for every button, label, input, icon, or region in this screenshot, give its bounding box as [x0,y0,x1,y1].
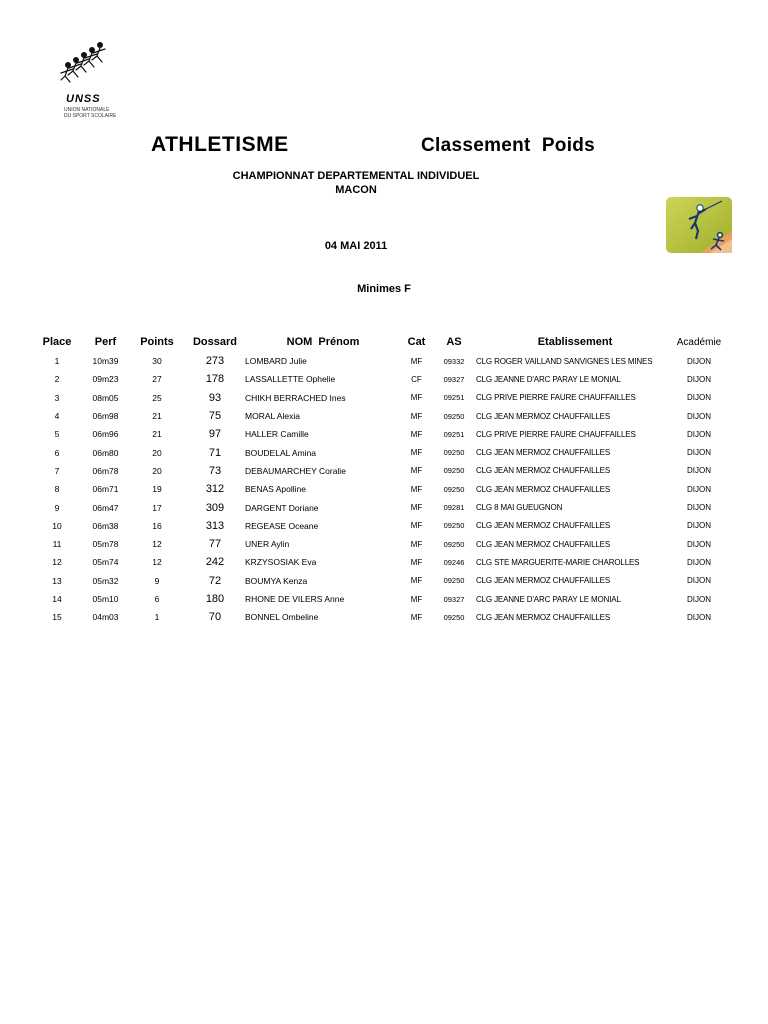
cell-academie: DIJON [687,539,711,549]
cell-cat: MF [410,356,423,366]
cell-dossard: 309 [205,501,225,514]
cell-name: LASSALLETTE Ophelie [245,374,336,385]
table-row [32,389,724,407]
cell-points: 16 [152,520,162,531]
cell-as: 09327 [443,594,465,604]
cell-place: 9 [54,502,60,513]
ranking-title: Classement Poids [421,135,596,156]
cell-as: 09250 [443,448,465,458]
cell-place: 15 [52,612,62,623]
cell-perf: 04m03 [92,612,119,623]
cell-perf: 06m96 [92,429,119,440]
cell-dossard: 242 [205,556,225,569]
table-row [32,443,724,461]
cell-academie: DIJON [687,448,711,458]
cell-as: 09281 [443,503,465,513]
cell-as: 09250 [443,612,465,622]
cell-etablissement: CLG JEAN MERMOZ CHAUFFAILLES [476,612,611,622]
cell-dossard: 72 [208,574,222,587]
cell-place: 8 [54,484,60,495]
cell-name: BOUDELAL Amina [245,447,317,458]
cell-academie: DIJON [687,429,711,439]
col-header-academie: Académie [676,337,722,348]
cell-place: 10 [52,520,62,531]
cell-place: 2 [54,374,60,385]
event-date: 04 MAI 2011 [324,240,388,252]
table-row [32,572,724,590]
cell-as: 09332 [443,356,465,366]
unss-logo [56,40,122,122]
col-header-etablissement: Etablissement [537,335,613,348]
cell-name: RHONE DE VILERS Anne [245,594,345,604]
championship-title: CHAMPIONNAT DEPARTEMENTAL INDIVIDUEL [232,170,480,182]
cell-as: 09251 [443,429,465,439]
athletics-thrower-icon [666,197,732,253]
cell-cat: MF [410,594,423,604]
col-header-perf: Perf [94,335,117,348]
cell-place: 3 [54,392,60,403]
cell-dossard: 97 [208,428,222,441]
table-body [32,352,724,626]
cell-dossard: 70 [208,611,222,624]
cell-academie: DIJON [687,484,711,494]
cell-as: 09327 [443,374,465,384]
cell-as: 09250 [443,539,465,549]
col-header-cat: Cat [407,335,426,348]
cell-cat: CF [411,374,422,384]
cell-perf: 06m47 [92,502,119,513]
cell-place: 7 [54,465,60,476]
table-row [32,608,724,626]
cell-etablissement: CLG JEAN MERMOZ CHAUFFAILLES [476,466,611,476]
cell-perf: 06m38 [92,520,119,531]
cell-cat: MF [410,411,423,421]
cell-as: 09250 [443,466,465,476]
table-row [32,462,724,480]
cell-place: 11 [52,539,62,550]
cell-cat: MF [410,466,423,476]
cell-points: 19 [152,484,162,495]
col-header-dossard: Dossard [192,335,238,348]
cell-dossard: 75 [208,410,222,423]
cell-place: 5 [54,429,60,440]
cell-place: 1 [54,356,60,367]
cell-dossard: 93 [208,391,222,404]
cell-as: 09250 [443,576,465,586]
cell-academie: DIJON [687,576,711,586]
cell-place: 6 [54,447,60,458]
cell-name: HALLER Camille [245,429,309,440]
cell-dossard: 312 [205,483,225,496]
location: MACON [335,184,377,196]
cell-perf: 06m80 [92,447,119,458]
cell-academie: DIJON [687,374,711,384]
cell-name: DARGENT Doriane [245,502,319,513]
table-row [32,498,724,516]
cell-perf: 10m39 [92,356,119,367]
cell-etablissement: CLG JEAN MERMOZ CHAUFFAILLES [476,576,611,586]
table-row [32,535,724,553]
cell-points: 30 [152,356,162,367]
cell-cat: MF [410,503,423,513]
cell-name: BENAS Apolline [245,484,306,495]
cell-cat: MF [410,557,423,567]
table-row [32,480,724,498]
cell-perf: 05m78 [92,539,119,550]
cell-academie: DIJON [687,411,711,421]
logo-subtitle-line2: DU SPORT SCOLAIRE [64,113,117,119]
cell-dossard: 71 [208,446,222,459]
cell-points: 21 [152,429,162,440]
cell-as: 09246 [443,557,465,567]
cell-academie: DIJON [687,466,711,476]
table-row [32,553,724,571]
table-row [32,370,724,388]
cell-name: DEBAUMARCHEY Coralie [245,465,346,476]
cell-points: 6 [154,594,160,604]
cell-etablissement: CLG JEAN MERMOZ CHAUFFAILLES [476,521,611,531]
cell-cat: MF [410,576,423,586]
cell-etablissement: CLG JEAN MERMOZ CHAUFFAILLES [476,484,611,494]
cell-name: UNER Aylin [245,539,290,550]
cell-perf: 05m32 [92,575,119,586]
cell-place: 12 [52,557,62,568]
col-header-name: NOM Prénom [286,335,360,348]
cell-dossard: 77 [208,538,222,551]
cell-etablissement: CLG 8 MAI GUEUGNON [476,503,563,513]
cell-place: 4 [54,411,60,422]
cell-points: 20 [152,447,162,458]
cell-points: 9 [154,575,160,586]
logo-subtitle-line1: UNION NATIONALE [64,107,110,113]
cell-perf: 06m71 [92,484,119,495]
cell-academie: DIJON [687,594,711,604]
cell-etablissement: CLG ROGER VAILLAND SANVIGNES LES MINES [476,356,653,366]
cell-name: KRZYSOSIAK Eva [245,557,317,568]
cell-name: CHIKH BERRACHED Ines [245,392,346,403]
cell-as: 09251 [443,393,465,403]
cell-cat: MF [410,539,423,549]
cell-points: 20 [152,465,162,476]
cell-etablissement: CLG JEANNE D'ARC PARAY LE MONIAL [476,374,621,384]
cell-cat: MF [410,448,423,458]
cell-name: MORAL Alexia [245,411,300,422]
table-row [32,425,724,443]
sport-title: ATHLETISME [151,133,289,156]
col-header-as: AS [446,335,462,348]
cell-etablissement: CLG STE MARGUERITE-MARIE CHAROLLES [476,557,640,567]
cell-points: 25 [152,392,162,403]
unss-runners-icon [56,40,122,92]
cell-perf: 08m05 [92,392,119,403]
cell-points: 1 [154,612,160,623]
cell-place: 14 [52,594,62,604]
cell-name: BONNEL Ombeline [245,612,319,623]
cell-academie: DIJON [687,612,711,622]
cell-name: LOMBARD Julie [245,356,307,367]
cell-cat: MF [410,393,423,403]
col-header-place: Place [42,335,72,348]
table-row [32,407,724,425]
cell-etablissement: CLG JEAN MERMOZ CHAUFFAILLES [476,448,611,458]
cell-etablissement: CLG JEAN MERMOZ CHAUFFAILLES [476,539,611,549]
cell-points: 17 [152,502,162,513]
cell-academie: DIJON [687,393,711,403]
cell-dossard: 180 [205,593,225,605]
table-row [32,352,724,370]
cell-etablissement: CLG JEAN MERMOZ CHAUFFAILLES [476,411,611,421]
cell-points: 12 [152,539,162,550]
cell-as: 09250 [443,521,465,531]
table-header-row [32,331,724,352]
cell-perf: 05m74 [92,557,119,568]
cell-perf: 06m78 [92,465,119,476]
cell-points: 12 [152,557,162,568]
table-row [32,517,724,535]
cell-academie: DIJON [687,503,711,513]
category-title: Minimes F [357,283,411,295]
cell-perf: 05m10 [92,594,119,604]
col-header-points: Points [140,335,174,348]
cell-etablissement: CLG PRIVE PIERRE FAURE CHAUFFAILLES [476,429,636,439]
cell-points: 21 [152,411,162,422]
cell-as: 09250 [443,411,465,421]
logo-name: UNSS [66,93,101,105]
cell-dossard: 178 [205,373,225,386]
cell-dossard: 73 [208,464,222,477]
logo-subtitle [64,107,116,119]
cell-dossard: 313 [205,519,225,532]
results-table [32,331,724,626]
table-row [32,590,724,608]
cell-cat: MF [410,521,423,531]
cell-cat: MF [410,484,423,494]
cell-cat: MF [410,429,423,439]
cell-academie: DIJON [687,557,711,567]
cell-etablissement: CLG JEANNE D'ARC PARAY LE MONIAL [476,594,621,604]
cell-name: BOUMYA Kenza [245,575,308,586]
cell-perf: 09m23 [92,374,119,385]
cell-points: 27 [152,374,162,385]
cell-place: 13 [52,575,62,586]
cell-dossard: 273 [205,355,225,368]
cell-academie: DIJON [687,521,711,531]
cell-etablissement: CLG PRIVE PIERRE FAURE CHAUFFAILLES [476,393,636,403]
cell-as: 09250 [443,484,465,494]
cell-academie: DIJON [687,356,711,366]
cell-name: REGEASE Oceane [245,520,319,531]
cell-cat: MF [410,612,423,622]
cell-perf: 06m98 [92,411,119,422]
